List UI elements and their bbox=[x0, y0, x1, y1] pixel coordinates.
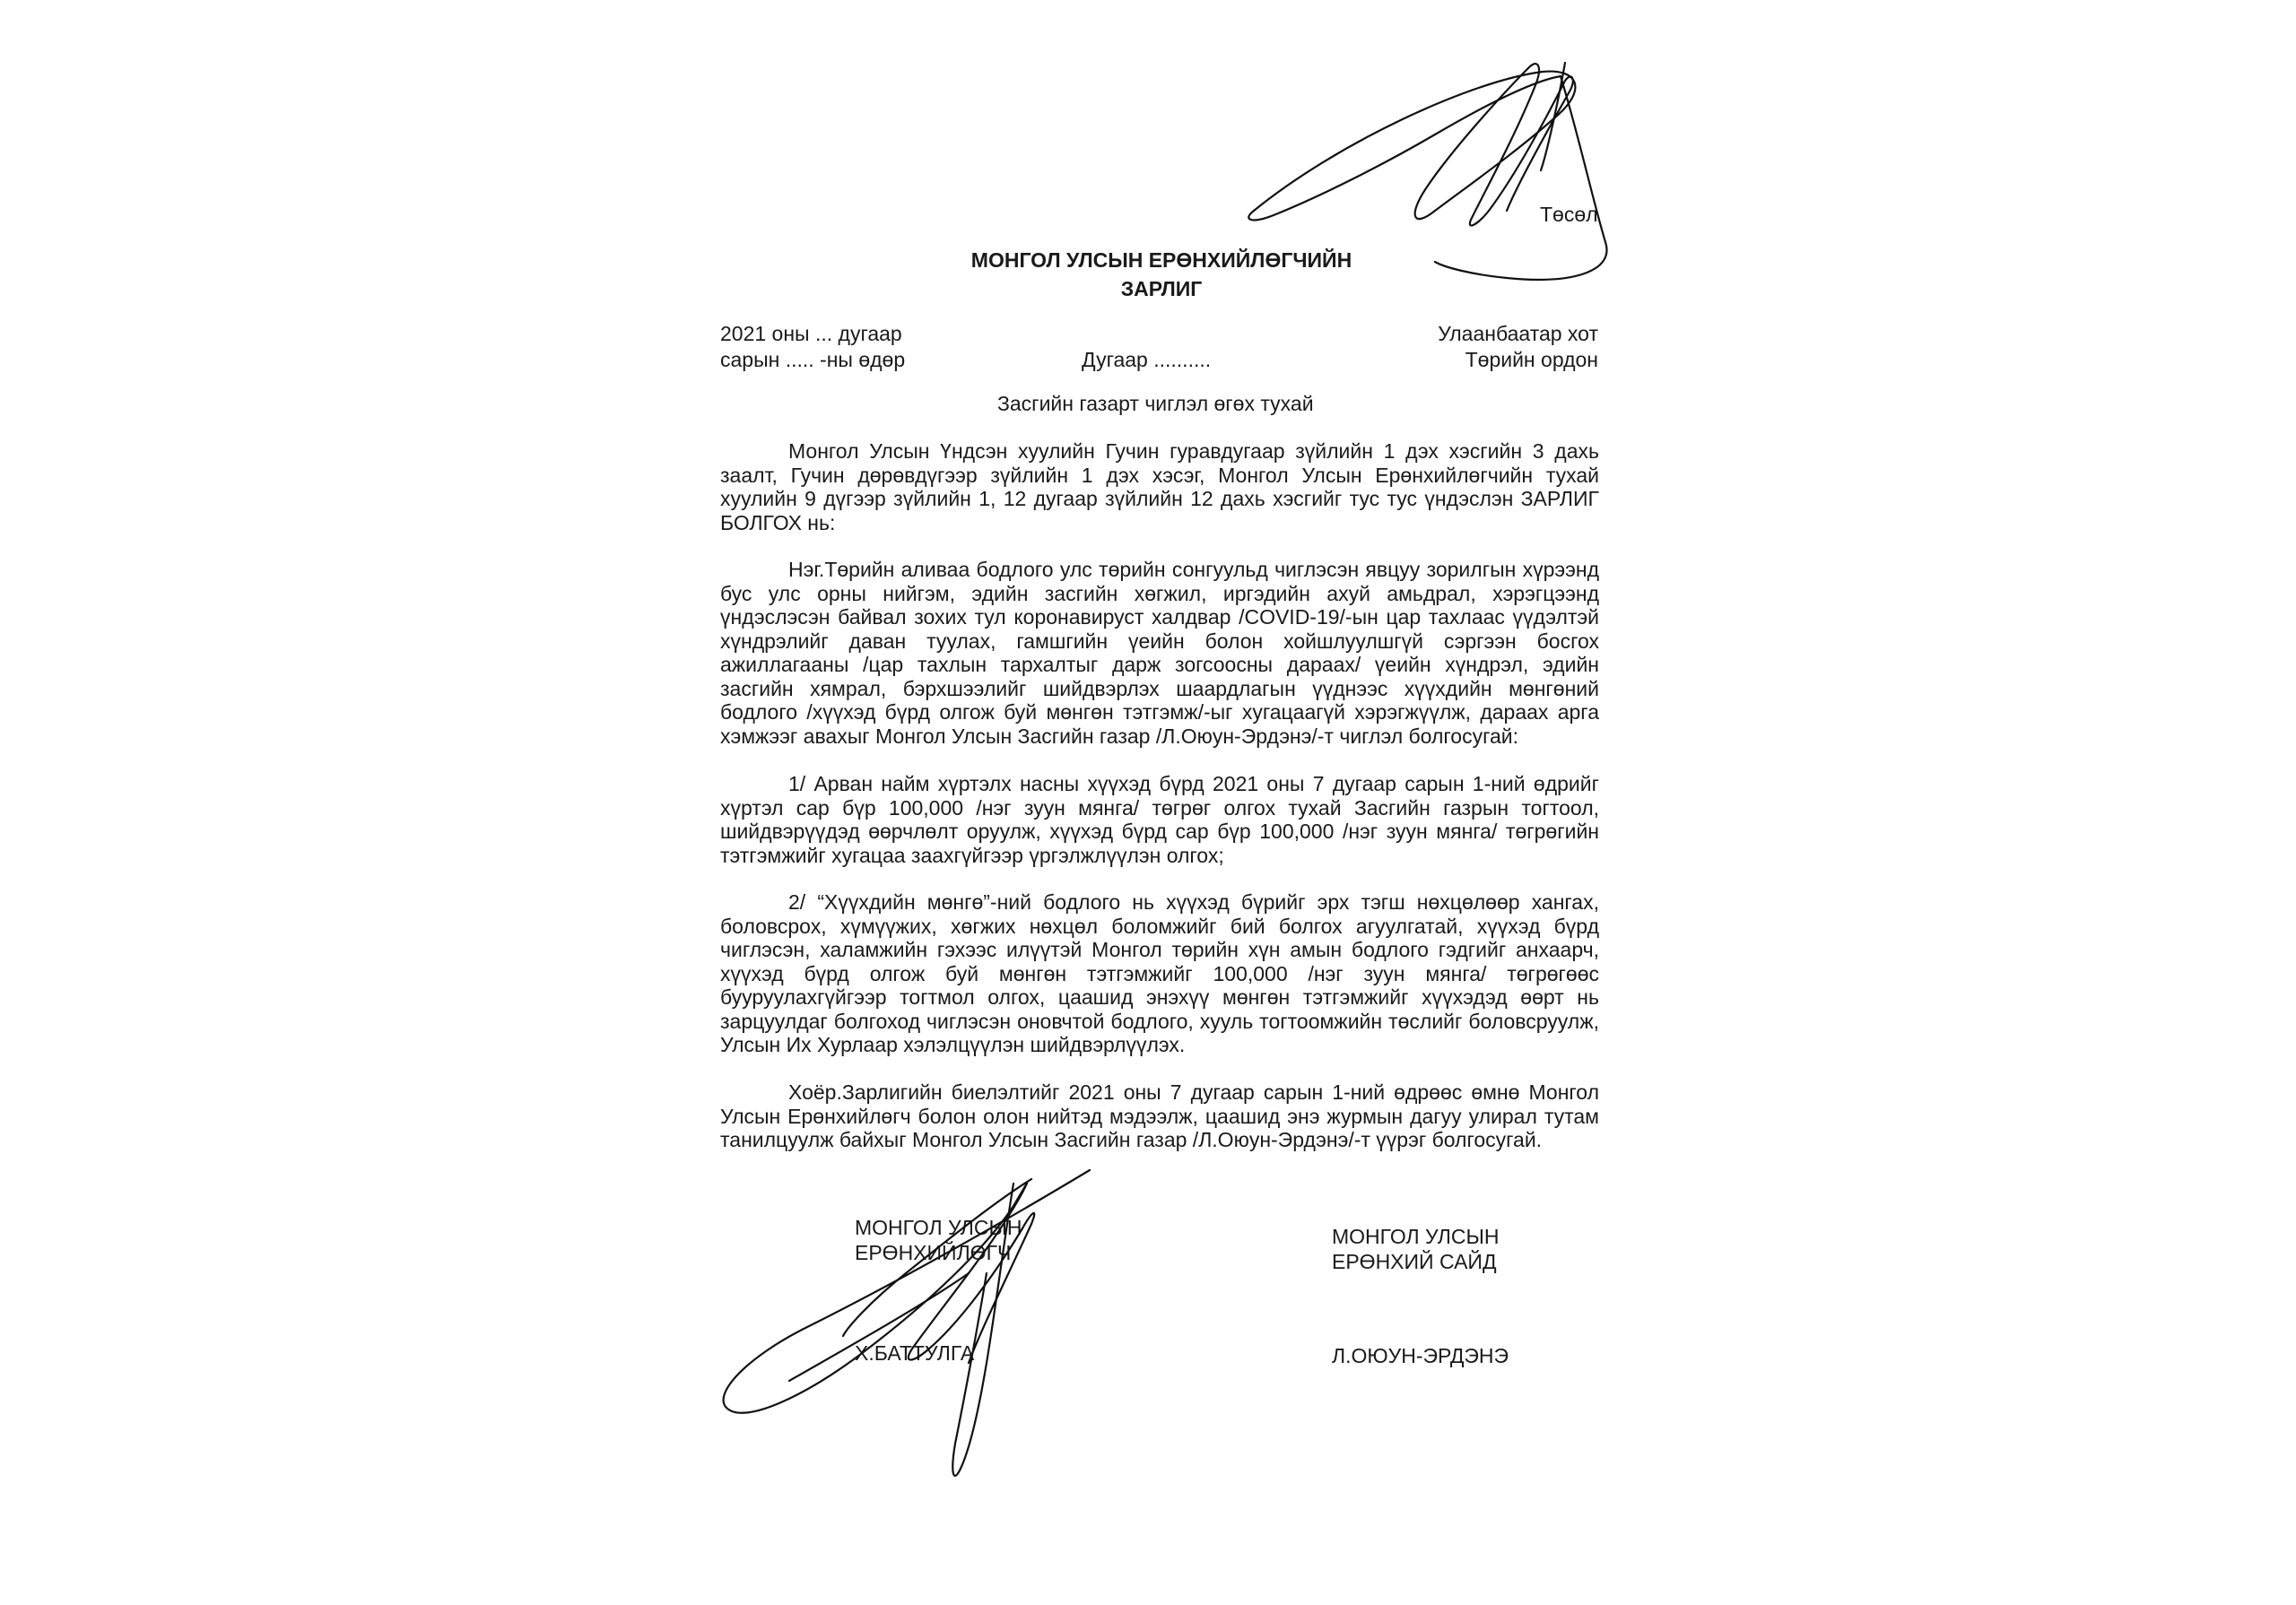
paragraph-one: Нэг.Төрийн аливаа бодлого улс төрийн сонгуульд чиглэсэн явцуу зорилгын хүрээнд бус улс орны нийгэм, эдийн засгийн хөгжил, иргэдийн ахуй амьдрал, хэрэгцээнд үндэслэсэн байвал зохих тул коронавируст халдвар /COVID-19/-ын цар тахлаас үүдэлтэй хүндрэлийг даван туулах, гамшгийн үеийн болон хойшлуулшгүй сэргээн босгох ажиллагааны /цар тахлын тархалтыг дарж зогсоосны дараах/ үеийн хүндрэл, эдийн засгийн хямрал, бэрхшээлийг шийдвэрлэх шаардлагын үүднээс хүүхдийн мөнгөний бодлого /хүүхэд бүрд олгож буй мөнгөн тэтгэмж/-ыг хугацаагүй хэрэгжүүлж, дараах арга хэмжээг авахыг Монгол Улсын Засгийн газар /Л.Оюун-Эрдэнэ/-т чиглэл болгосугай: bbox=[720, 558, 1599, 748]
president-title-line-1: МОНГОЛ УЛСЫН bbox=[855, 1216, 1022, 1239]
date-line-1: 2021 оны ... дугаар bbox=[720, 322, 902, 345]
president-name: Х.БАТТУЛГА bbox=[855, 1341, 975, 1365]
prime-minister-title-line-2: ЕРӨНХИЙ САЙД bbox=[1332, 1250, 1497, 1273]
place-line-1: Улаанбаатар хот bbox=[1438, 322, 1598, 345]
president-title-line-2: ЕРӨНХИЙЛӨГЧ bbox=[855, 1241, 1012, 1264]
paragraph-intro: Монгол Улсын Үндсэн хуулийн Гучин гуравдугаар зүйлийн 1 дэх хэсгийн 3 дахь заалт, Гучин дөрөвдүгээр зүйлийн 1 дэх хэсэг, Монгол Улсын Ерөнхийлөгчийн тухай хуулийн 9 дүгээр зүйлийн 1, 12 дугаар зүйлийн 12 дахь хэсгийг тус тус үндэслэн ЗАРЛИГ БОЛГОХ нь: bbox=[720, 439, 1599, 534]
decree-subject: Засгийн газарт чиглэл өгөх тухай bbox=[997, 392, 1314, 415]
draft-label: Төсөл bbox=[1540, 203, 1598, 226]
prime-minister-title bbox=[1332, 1224, 1499, 1274]
place-block bbox=[1345, 321, 1598, 373]
prime-minister-title-line-1: МОНГОЛ УЛСЫН bbox=[1332, 1225, 1500, 1248]
place-line-2: Төрийн ордон bbox=[1465, 348, 1598, 371]
date-line-2: сарын ..... -ны өдөр bbox=[720, 348, 906, 371]
date-block bbox=[720, 321, 905, 373]
paragraph-two: Хоёр.Зарлигийн биелэлтийг 2021 оны 7 дугаар сарын 1-ний өдрөөс өмнө Монгол Улсын Ерөнхийлөгч болон олон нийтэд мэдээлж, цаашид энэ журмын дагуу улирал тутам танилцуулж байхыг Монгол Улсын Засгийн газар /Л.Оюун-Эрдэнэ/-т үүрэг болгосугай. bbox=[720, 1080, 1599, 1151]
document-title bbox=[897, 246, 1426, 303]
paragraph-subitem-1: 1/ Арван найм хүртэлх насны хүүхэд бүрд 2021 оны 7 дугаар сарын 1-ний өдрийг хүртэл сар бүр 100,000 /нэг зуун мянга/ төгрөг олгох тухай Засгийн газрын тогтоол, шийдвэрүүдэд өөрчлөлт оруулж, хүүхэд бүрд сар бүр 100,000 /нэг зуун мянга/ төгрөгийн тэтгэмжийг хугацаа заахгүйгээр үргэлжлүүлэн олгох; bbox=[720, 772, 1599, 867]
president-title bbox=[855, 1215, 1022, 1265]
title-line-1: МОНГОЛ УЛСЫН ЕРӨНХИЙЛӨГЧИЙН bbox=[970, 248, 1352, 272]
title-line-2: ЗАРЛИГ bbox=[1120, 277, 1203, 300]
decree-number: Дугаар .......... bbox=[1082, 348, 1212, 371]
prime-minister-name: Л.ОЮУН-ЭРДЭНЭ bbox=[1332, 1344, 1509, 1367]
paragraph-subitem-2: 2/ “Хүүхдийн мөнгө”-ний бодлого нь хүүхэд бүрийг эрх тэгш нөхцөлөөр хангах, боловсрох, хүмүүжих, хөгжих нөхцөл боломжийг бий болгох агуулгатай, хүүхэд бүрд чиглэсэн, халамжийн гэхээс илүүтэй Монгол төрийн хүн амын бодлого гэдгийг анхаарч, хүүхэд бүрд олгож буй мөнгөн тэтгэмжийг 100,000 /нэг зуун мянга/ төгрөгөөс бууруулахгүйгээр тогтмол олгох, цаашид энэхүү мөнгөн тэтгэмжийг хүүхэдэд өөрт нь зарцуулдаг болгоход чиглэсэн оновчтой бодлого, хууль тогтоомжийн төслийг боловсруулж, Улсын Их Хурлаар хэлэлцүүлэн шийдвэрлүүлэх. bbox=[720, 890, 1599, 1056]
